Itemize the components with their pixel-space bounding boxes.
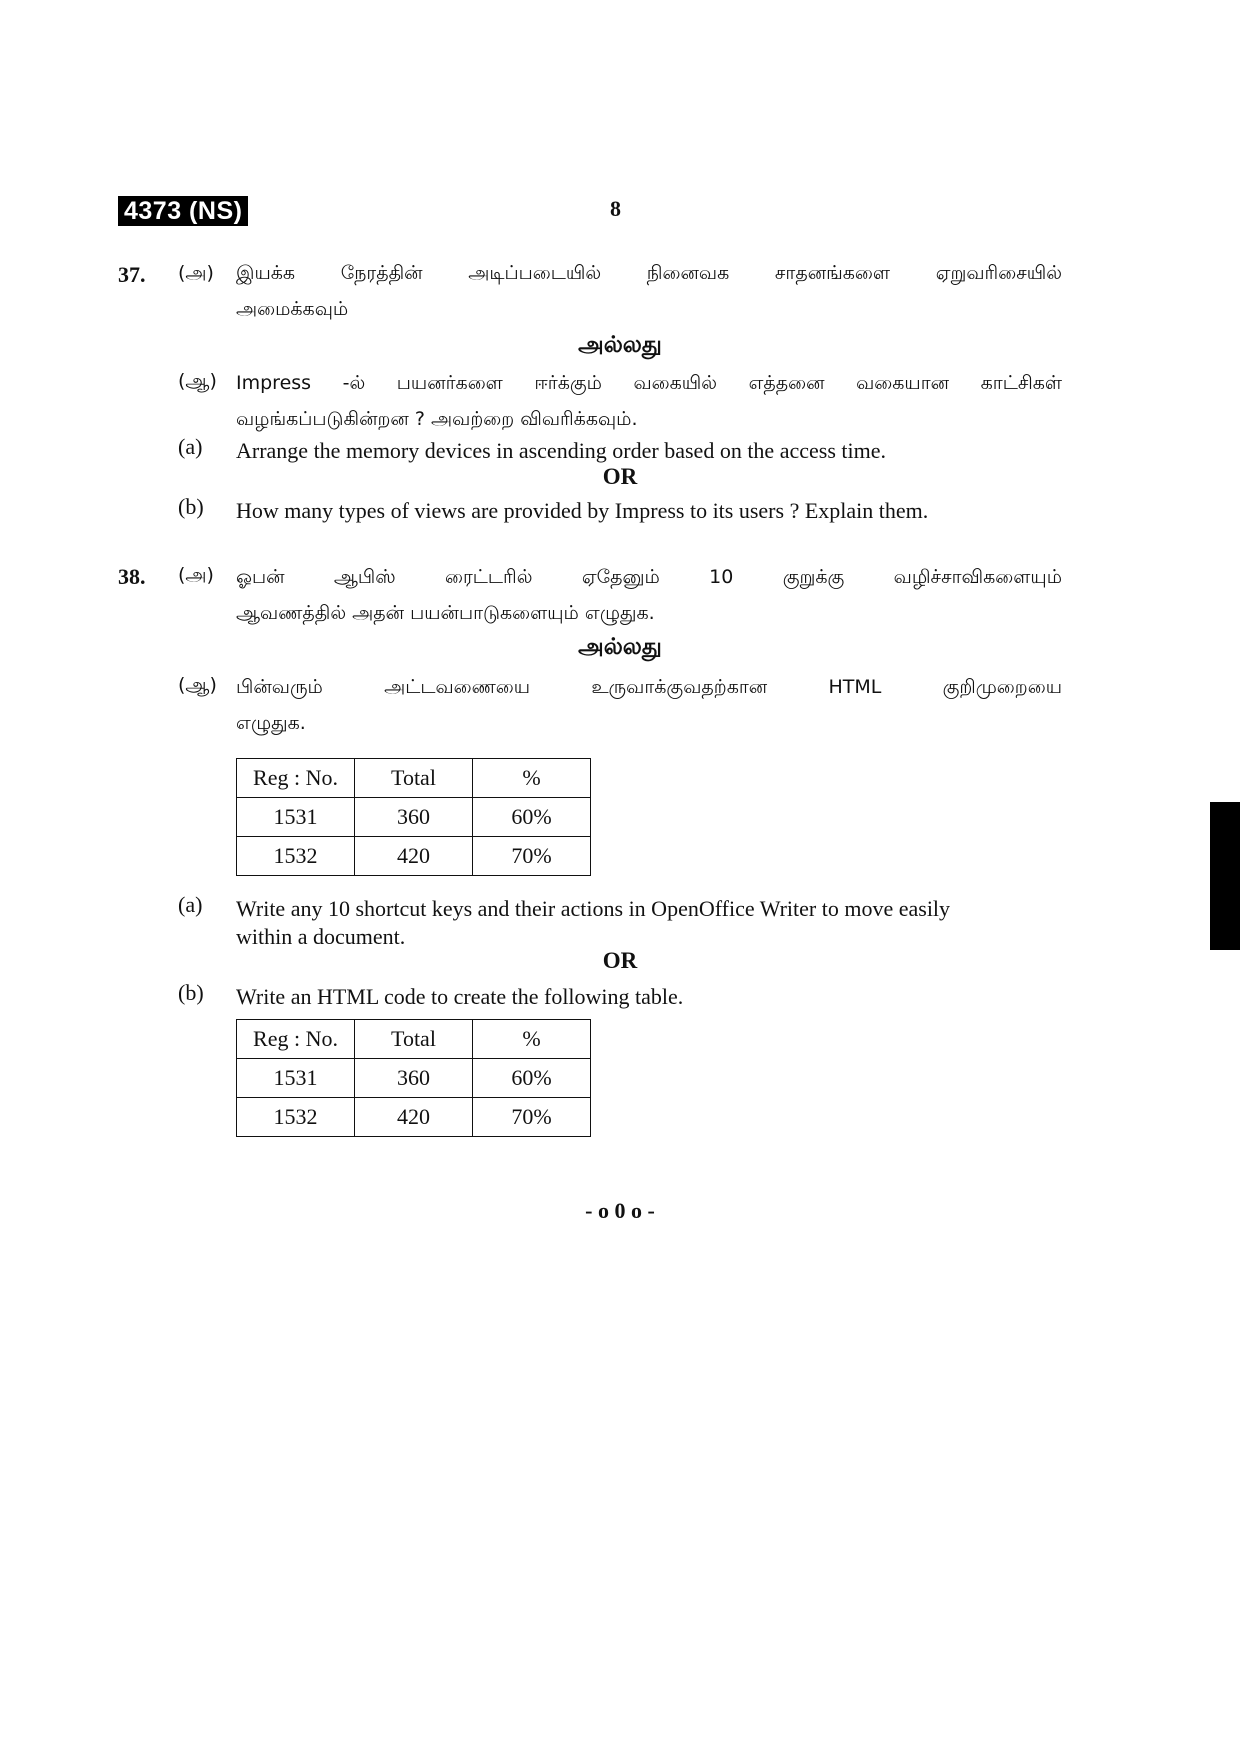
q37-ta-b-text-line1: Impress -ல் பயனர்களை ஈர்க்கும் வகையில் எத்தனை வகையான காட்சிகள்	[236, 372, 1062, 394]
table-cell: 70%	[473, 837, 591, 876]
table-row	[237, 1059, 591, 1098]
table-header-cell: %	[473, 1020, 591, 1059]
question-number-37: 37.	[118, 262, 146, 287]
q38-ta-b-text-line1: பின்வரும் அட்டவணையை உருவாக்குவதற்கான HTML குறிமுறையை	[236, 676, 1062, 698]
table-row	[237, 837, 591, 876]
end-of-paper-mark: - o 0 o -	[585, 1198, 655, 1223]
table-cell: 420	[355, 837, 473, 876]
table-row	[237, 798, 591, 837]
table-header-cell: Total	[355, 759, 473, 798]
q37-ta-b-label: (ஆ)	[178, 370, 217, 392]
q37-en-a-text: Arrange the memory devices in ascending order based on the access time.	[236, 438, 886, 463]
table-cell: 420	[355, 1098, 473, 1137]
q37-ta-or: அல்லது	[578, 332, 662, 358]
q37-ta-a-text-line1: இயக்க நேரத்தின் அடிப்படையில் நினைவக சாதனங்களை ஏறுவரிசையில்	[236, 262, 1062, 284]
table-header-row	[237, 1020, 591, 1059]
table-cell: 1532	[237, 837, 355, 876]
table-header-cell: Reg : No.	[237, 1020, 355, 1059]
q38-en-table	[236, 1019, 591, 1137]
q37-en-b-text: How many types of views are provided by Impress to its users ? Explain them.	[236, 498, 929, 523]
q38-ta-or: அல்லது	[578, 634, 662, 660]
q38-en-or: OR	[602, 948, 638, 973]
table-cell: 1532	[237, 1098, 355, 1137]
q38-en-b-text: Write an HTML code to create the following table.	[236, 984, 684, 1009]
q38-ta-a-text-line1: ஓபன் ஆபிஸ் ரைட்டரில் ஏதேனும் 10 குறுக்கு வழிச்சாவிகளையும்	[236, 566, 1062, 588]
q37-ta-b-text-line2: வழங்கப்படுகின்றன ? அவற்றை விவரிக்கவும்.	[236, 408, 638, 430]
q38-ta-table	[236, 758, 591, 876]
q37-ta-a-label: (அ)	[178, 262, 214, 284]
q38-en-b-label: (b)	[178, 980, 204, 1005]
table-cell: 1531	[237, 1059, 355, 1098]
table-header-row	[237, 759, 591, 798]
table-cell: 70%	[473, 1098, 591, 1137]
table-cell: 360	[355, 1059, 473, 1098]
q38-en-a-label: (a)	[178, 892, 203, 917]
q38-ta-b-text-line2: எழுதுக.	[236, 712, 306, 734]
q37-en-a-label: (a)	[178, 434, 203, 459]
page-edge-tab	[1210, 802, 1240, 950]
table-header-cell: Total	[355, 1020, 473, 1059]
table-cell: 60%	[473, 798, 591, 837]
q38-en-a-text-line1: Write any 10 shortcut keys and their actions in OpenOffice Writer to move easily	[236, 896, 951, 921]
table-cell: 360	[355, 798, 473, 837]
table-cell: 60%	[473, 1059, 591, 1098]
q38-ta-a-label: (அ)	[178, 564, 214, 586]
q38-ta-a-text-line2: ஆவணத்தில் அதன் பயன்பாடுகளையும் எழுதுக.	[236, 602, 655, 624]
question-number-38: 38.	[118, 564, 146, 589]
q37-ta-a-text-line2: அமைக்கவும்	[236, 298, 349, 320]
table-header-cell: Reg : No.	[237, 759, 355, 798]
table-header-cell: %	[473, 759, 591, 798]
paper-code-badge: 4373 (NS)	[118, 196, 248, 226]
table-row	[237, 1098, 591, 1137]
q38-ta-b-label: (ஆ)	[178, 674, 217, 696]
q37-en-or: OR	[602, 464, 638, 489]
q38-en-a-text-line2: within a document.	[236, 924, 406, 949]
q37-en-b-label: (b)	[178, 494, 204, 519]
page-number: 8	[610, 196, 621, 221]
table-cell: 1531	[237, 798, 355, 837]
